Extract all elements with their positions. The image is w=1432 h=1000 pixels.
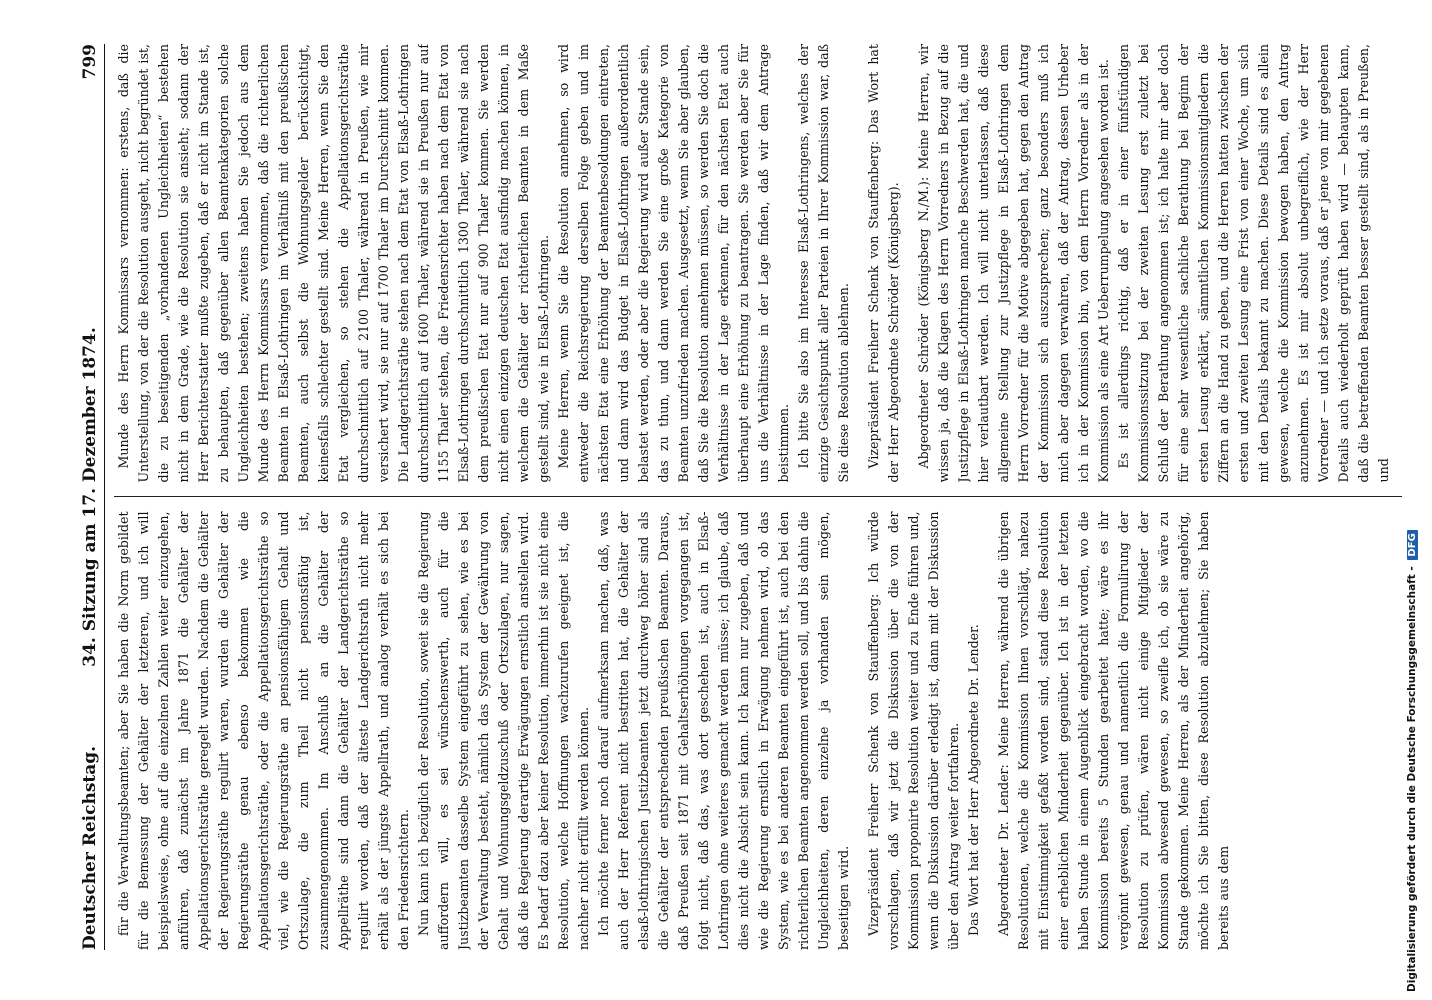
paragraph: Meine Herren, wenn Sie die Resolution annehmen, so wird entweder die Reichsregierung derselben Folge geben und im nächsten Etat eine Erhöhung der Beamtenbesoldungen eintreten, und dann wird das Budget in Elsaß-Lothringen außerordentlich belastet werden, oder aber die Regierung wird außer Stande sein, das zu thun, und dann werden Sie eine große Kategorie von Beamten unzufrieden machen. Ausgesetzt, wenn Sie aber glauben, daß Sie die Resolution annehmen müssen, so werden Sie doch die Verhältnisse in der Lage erkennen, für den nächsten Etat auch überhaupt eine Erhöhung zu beantragen. Sie werden aber Sie für uns die Verhältnisse in der Lage finden, daß wir dem Antrage beistimmen.	[556, 44, 791, 483]
paragraph: Munde des Herrn Kommissars vernommen: erstens, daß die Unterstellung, von der die Resolution ausgeht, nicht begründet ist, die zu beseitigenden „vorhandenen Ungleichheiten“ bestehen nicht in dem Grade, wie die Resolution sie ansieht; sodann der Herr Berichterstatter mußte zugeben, daß er nicht im Stande ist, zu behaupten, daß gegenüber allen Beamtenkategorien solche Ungleichheiten bestehen; zweitens haben Sie jedoch aus dem Munde des Herrn Kommissars vernommen, daß die richterlichen Beamten in Elsaß-Lothringen im Verhältniß mit den preußischen Beamten, auch selbst die Wohnungsgelder berücksichtigt, keinesfalls schlechter gestellt sind. Meine Herren, wenn Sie den Etat vergleichen, so stehen die Appellationsgerichtsräthe durchschnittlich auf 2100 Thaler, während in Preußen, wie mir versichert wird, sie nur auf 1700 Thaler im Durchschnitt kommen. Die Landgerichtsräthe stehen nach dem Etat von Elsaß-Lothringen durchschnittlich auf 1600 Thaler, während sie in Preußen nur auf 1155 Thaler stehen, die Friedensrichter haben nach dem Etat von Elsaß-Lothringen durchschnittlich 1300 Thaler, während sie nach dem preußischen Etat nur auf 900 Thaler kommen. Sie werden nicht einen einzigen deutschen Etat ausfindig machen können, in welchem die Gehälter der richterlichen Beamten in dem Maße gestellt sind, wie in Elsaß-Lothringen.	[116, 44, 551, 483]
column-divider	[114, 497, 1408, 498]
page-number: 799	[80, 44, 100, 80]
paragraph: Das Wort hat der Herr Abgeordnete Dr. Lender.	[966, 624, 981, 936]
speaker-paragraph: Abgeordneter Schröder (Königsberg N./M.): Meine Herren, wir wissen ja, daß die Klagen des Herrn Vorredners in Bezug auf die Justizpflege in Elsaß-Lothringen manche Beschwerden hat, die und hier verlautbart werden. Ich will nicht unterlassen, daß diese allgemeine Stellung zur Justizpflege in Elsaß-Lothringen dem Herrn Vorredner für die Motive abgegeben hat, gegen den Antrag der Kommission sich auszusprechen; ganz besonders muß ich mich aber dagegen verwahren, daß der Antrag, dessen Urheber ich in der Kommission bin, von dem Herrn Vorredner als in der Kommission als eine Art Ueberrumpelung angesehen worden ist.	[916, 44, 1111, 483]
paragraph: für die Verwaltungsbeamten; aber Sie haben die Norm gebildet für die Bemessung der Gehälter der letzteren, und ich will beispielsweise, ohne auf die einzelnen Zahlen weiter einzugehen, anführen, daß zunächst im Jahre 1871 die Gehälter der Appellationsgerichtsräthe geregelt wurden. Nachdem die Gehälter der Regierungsräthe regulirt waren, wurden die Gehälter der Regierungsräthe genau ebenso bekommen wie die Appellationsgerichtsräthe, oder die Appellationsgerichtsräthe so viel, wie die Regierungsräthe an pensionsfähigem Gehalt und Ortszulage, die zum Theil nicht pensionsfähig ist, zusammengenommen. Im Anschluß an die Gehälter der Appellräthe sind dann die Gehälter der Landgerichtsräthe so regulirt worden, daß der älteste Landgerichtsrath nicht mehr erhält als der jüngste Appellrath, und analog verhält es sich bei den Friedensrichtern.	[116, 511, 411, 950]
paragraph: Es ist allerdings richtig, daß er in einer fünfstündigen Kommissionssitzung bei der zweiten Lesung erst zuletzt bei Schluß der Berathung angenommen ist; ich halte mir aber doch für eine sehr wesentliche sachliche Berathung bei Beginn der ersten Lesung erklärt, sämmtlichen Kommissionsmitgliedern die Ziffern an die Hand zu geben, und die Herren hatten zwischen der ersten und zweiten Lesung eine Frist von einer Woche, um sich mit den Details bekannt zu machen. Diese Details sind es allein gewesen, welche die Kommission bewogen haben, den Antrag anzunehmen. Es ist mir absolut unbegreiflich, wie der Herr Vorredner — und ich setze voraus, daß er jene von mir gegebenen Details auch wiederholt geprüft haben wird — behaupten kann, daß die betreffenden Beamten besser gestellt sind, als in Preußen, und	[1116, 44, 1391, 483]
text-columns	[114, 44, 1408, 950]
running-title: Deutscher Reichstag.	[80, 745, 100, 950]
column-right	[114, 44, 1408, 483]
speaker-paragraph: Vizepräsident Freiherr Schenk von Stauffenberg: Das Wort hat der Herr Abgeordnete Schröder (Königsberg).	[866, 44, 901, 483]
page-header	[76, 44, 105, 950]
speaker-paragraph: Abgeordneter Dr. Lender: Meine Herren, während die übrigen Resolutionen, welche die Kommission Ihnen vorschlägt, nahezu mit Einstimmigkeit gefaßt worden sind, stand diese Resolution einer erheblichen Minderheit gegenüber. Ich ist in der letzten halben Stunde in einem Augenblick eingebracht worden, wo die Kommission bereits 5 Stunden gearbeitet hatte; wäre es ihr vergönnt gewesen, genau und namentlich die Formulirung der Resolution zu prüfen, wären nicht einige Mitglieder der Kommission abwesend gewesen, so zweifle ich, ob sie wäre zu Stande gekommen. Meine Herren, als der Minderheit angehörig, möchte ich Sie bitten, diese Resolution abzulehnen; Sie haben bereits aus dem	[996, 511, 1231, 950]
column-left	[114, 512, 1408, 951]
paragraph: Ich bitte Sie also im Interesse Elsaß-Lothringens, welches der einzige Gesichtspunkt aller Parteien in Ihrer Kommission war, daß Sie diese Resolution ablehnen.	[796, 44, 851, 483]
dfg-logo: DFG	[1407, 530, 1418, 559]
paragraph: Ich möchte ferner noch darauf aufmerksam machen, daß, was auch der Herr Referent nicht bestritten hat, die Gehälter der elsaß-lothringischen Justizbeamten jetzt durchweg höher sind als die Gehälter der entsprechenden preußischen Beamten. Daraus, daß Preußen seit 1871 mit Gehaltserhöhungen vorgegangen ist, folgt nicht, daß das, was dort geschehen ist, auch in Elsaß-Lothringen ohne weiteres gemacht werden müsse; ich glaube, daß dies nicht die Absicht sein kann. Ich kann nur zugeben, daß und wie die Regierung ernstlich in Erwägung nehmen wird, ob das System, wie es bei anderen Beamten eingeführt ist, auch bei den richterlichen Beamten angenommen werden soll, und bis dahin die Ungleichheiten, deren einzelne ja vorhanden sein mögen, beseitigen wird.	[596, 511, 851, 950]
digitization-credit	[1402, 0, 1432, 1000]
speaker-paragraph: Vizepräsident Freiherr Schenk von Stauffenberg: Ich würde vorschlagen, daß wir jetzt die Diskussion über die von der Kommission proponirte Resolution weiter und zu Ende führen und, wenn die Diskussion darüber erledigt ist, dann mit der Diskussion über den Antrag weiter fortfahren.	[866, 511, 961, 950]
credit-text: Digitalisierung gefördert durch die Deutsche Forschungsgemeinschaft -	[1406, 566, 1418, 992]
session-title: 34. Sitzung am 17. Dezember 1874.	[80, 327, 100, 667]
paragraph: Nun kann ich bezüglich der Resolution, soweit sie die Regierung auffordern will, es sei wünschenswerth, auch für die Justizbeamten dasselbe System eingeführt zu sehen, wie es bei der Verwaltung besteht, nämlich das System der Gewährung von Gehalt und Wohnungsgeldzuschuß oder Ortszulagen, nur sagen, daß die Regierung derartige Erwägungen ernstlich anstellen wird. Es bedarf dazu aber keiner Resolution, immerhin ist sie nicht eine Resolution, welche Hoffnungen wachzurufen geeignet ist, die nachher nicht erfüllt werden können.	[416, 511, 591, 950]
scanned-page	[58, 30, 1418, 970]
